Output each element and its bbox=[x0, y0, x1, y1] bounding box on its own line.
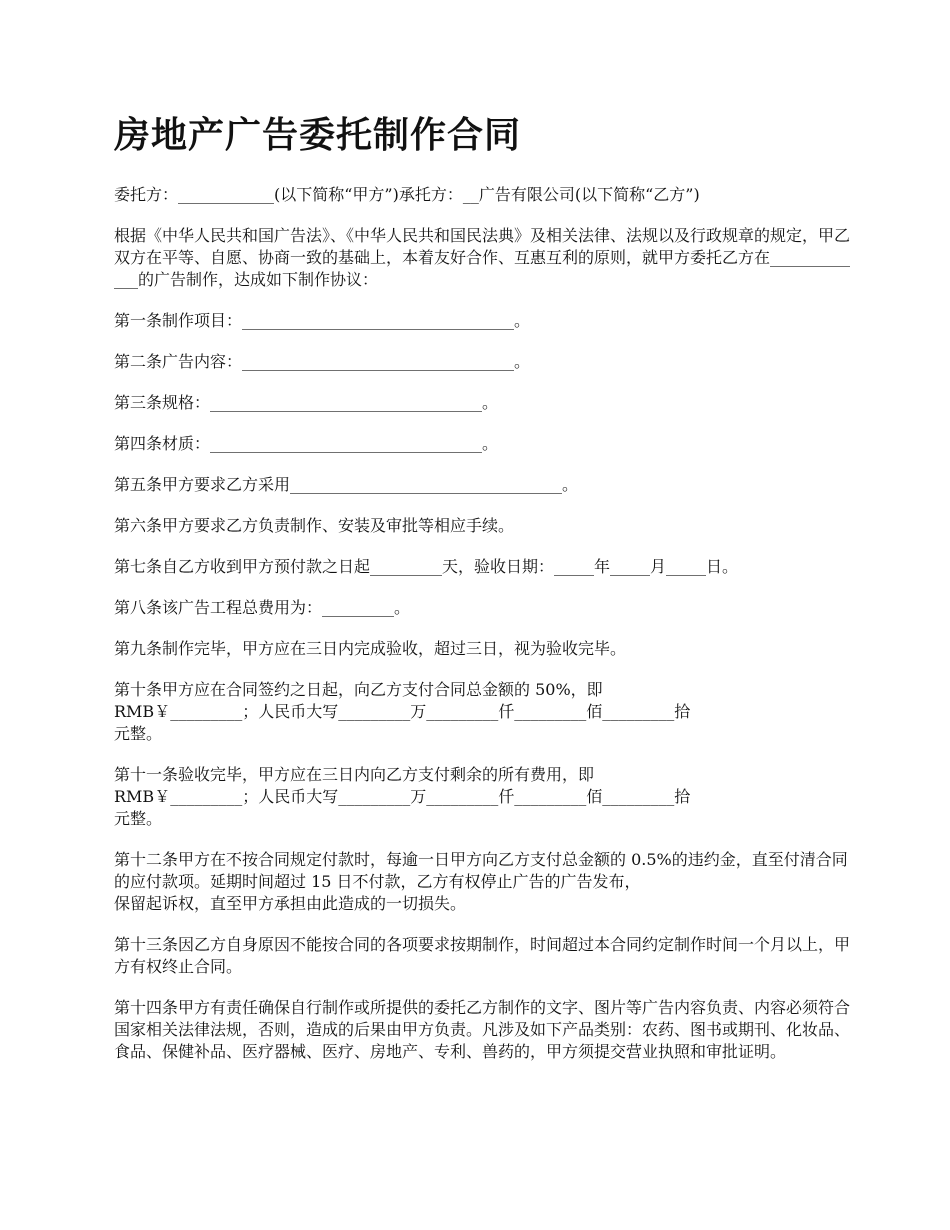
article-7: 第七条自乙方收到甲方预付款之日起_________天，验收日期：_____年_____月_____日。 bbox=[114, 557, 739, 576]
article-13: 第十三条因乙方自身原因不能按合同的各项要求按期制作，时间超过本合同约定制作时间一个月以上，甲方有权终止合同。 bbox=[114, 935, 851, 976]
article-8: 第八条该广告工程总费用为：_________。 bbox=[114, 598, 411, 617]
article-9: 第九条制作完毕，甲方应在三日内完成验收，超过三日，视为验收完毕。 bbox=[114, 639, 627, 658]
document-title: 房地产广告委托制作合同 bbox=[114, 115, 522, 156]
article-3: 第三条规格：__________________________________。 bbox=[114, 393, 499, 412]
article-4: 第四条材质：__________________________________。 bbox=[114, 434, 499, 453]
article-2: 第二条广告内容：__________________________________。 bbox=[114, 352, 531, 371]
article-14: 第十四条甲方有责任确保自行制作或所提供的委托乙方制作的文字、图片等广告内容负责、内容必须符合国家相关法律法规，否则，造成的后果由甲方负责。凡涉及如下产品类别：农药、图书或期刊、化妆品、食品、保健补品、医疗器械、医疗、房地产、专利、兽药的，甲方须提交营业执照和审批证明。 bbox=[114, 998, 851, 1061]
party-clause: 委托方：____________(以下简称“甲方”)承托方：__广告有限公司(以下简称“乙方”) bbox=[114, 185, 700, 204]
document-body bbox=[114, 110, 852, 1082]
article-11: 第十一条验收完毕，甲方应在三日内向乙方支付剩余的所有费用，即 RMB￥_________；人民币大写_________万_________仟_________佰_________拾 元整。 bbox=[114, 765, 691, 828]
article-1: 第一条制作项目：__________________________________。 bbox=[114, 311, 531, 330]
article-5: 第五条甲方要求乙方采用__________________________________。 bbox=[114, 475, 579, 494]
article-6: 第六条甲方要求乙方负责制作、安装及审批等相应手续。 bbox=[114, 516, 515, 535]
article-12: 第十二条甲方在不按合同规定付款时，每逾一日甲方向乙方支付总金额的 0.5%的违约金，直至付清合同的应付款项。延期时间超过 15 日不付款，乙方有权停止广告的广告发布， 保留起诉权，直至甲方承担由此造成的一切损失。 bbox=[114, 850, 848, 913]
preamble-paragraph: 根据《中华人民共和国广告法》、《中华人民共和国民法典》及相关法律、法规以及行政规章的规定，甲乙双方在平等、自愿、协商一致的基础上，本着友好合作、互惠互利的原则，就甲方委托乙方在_____________的广告制作，达成如下制作协议： bbox=[114, 226, 851, 289]
article-10: 第十条甲方应在合同签约之日起，向乙方支付合同总金额的 50%，即 RMB￥_________；人民币大写_________万_________仟_________佰_________拾 元整。 bbox=[114, 680, 691, 743]
